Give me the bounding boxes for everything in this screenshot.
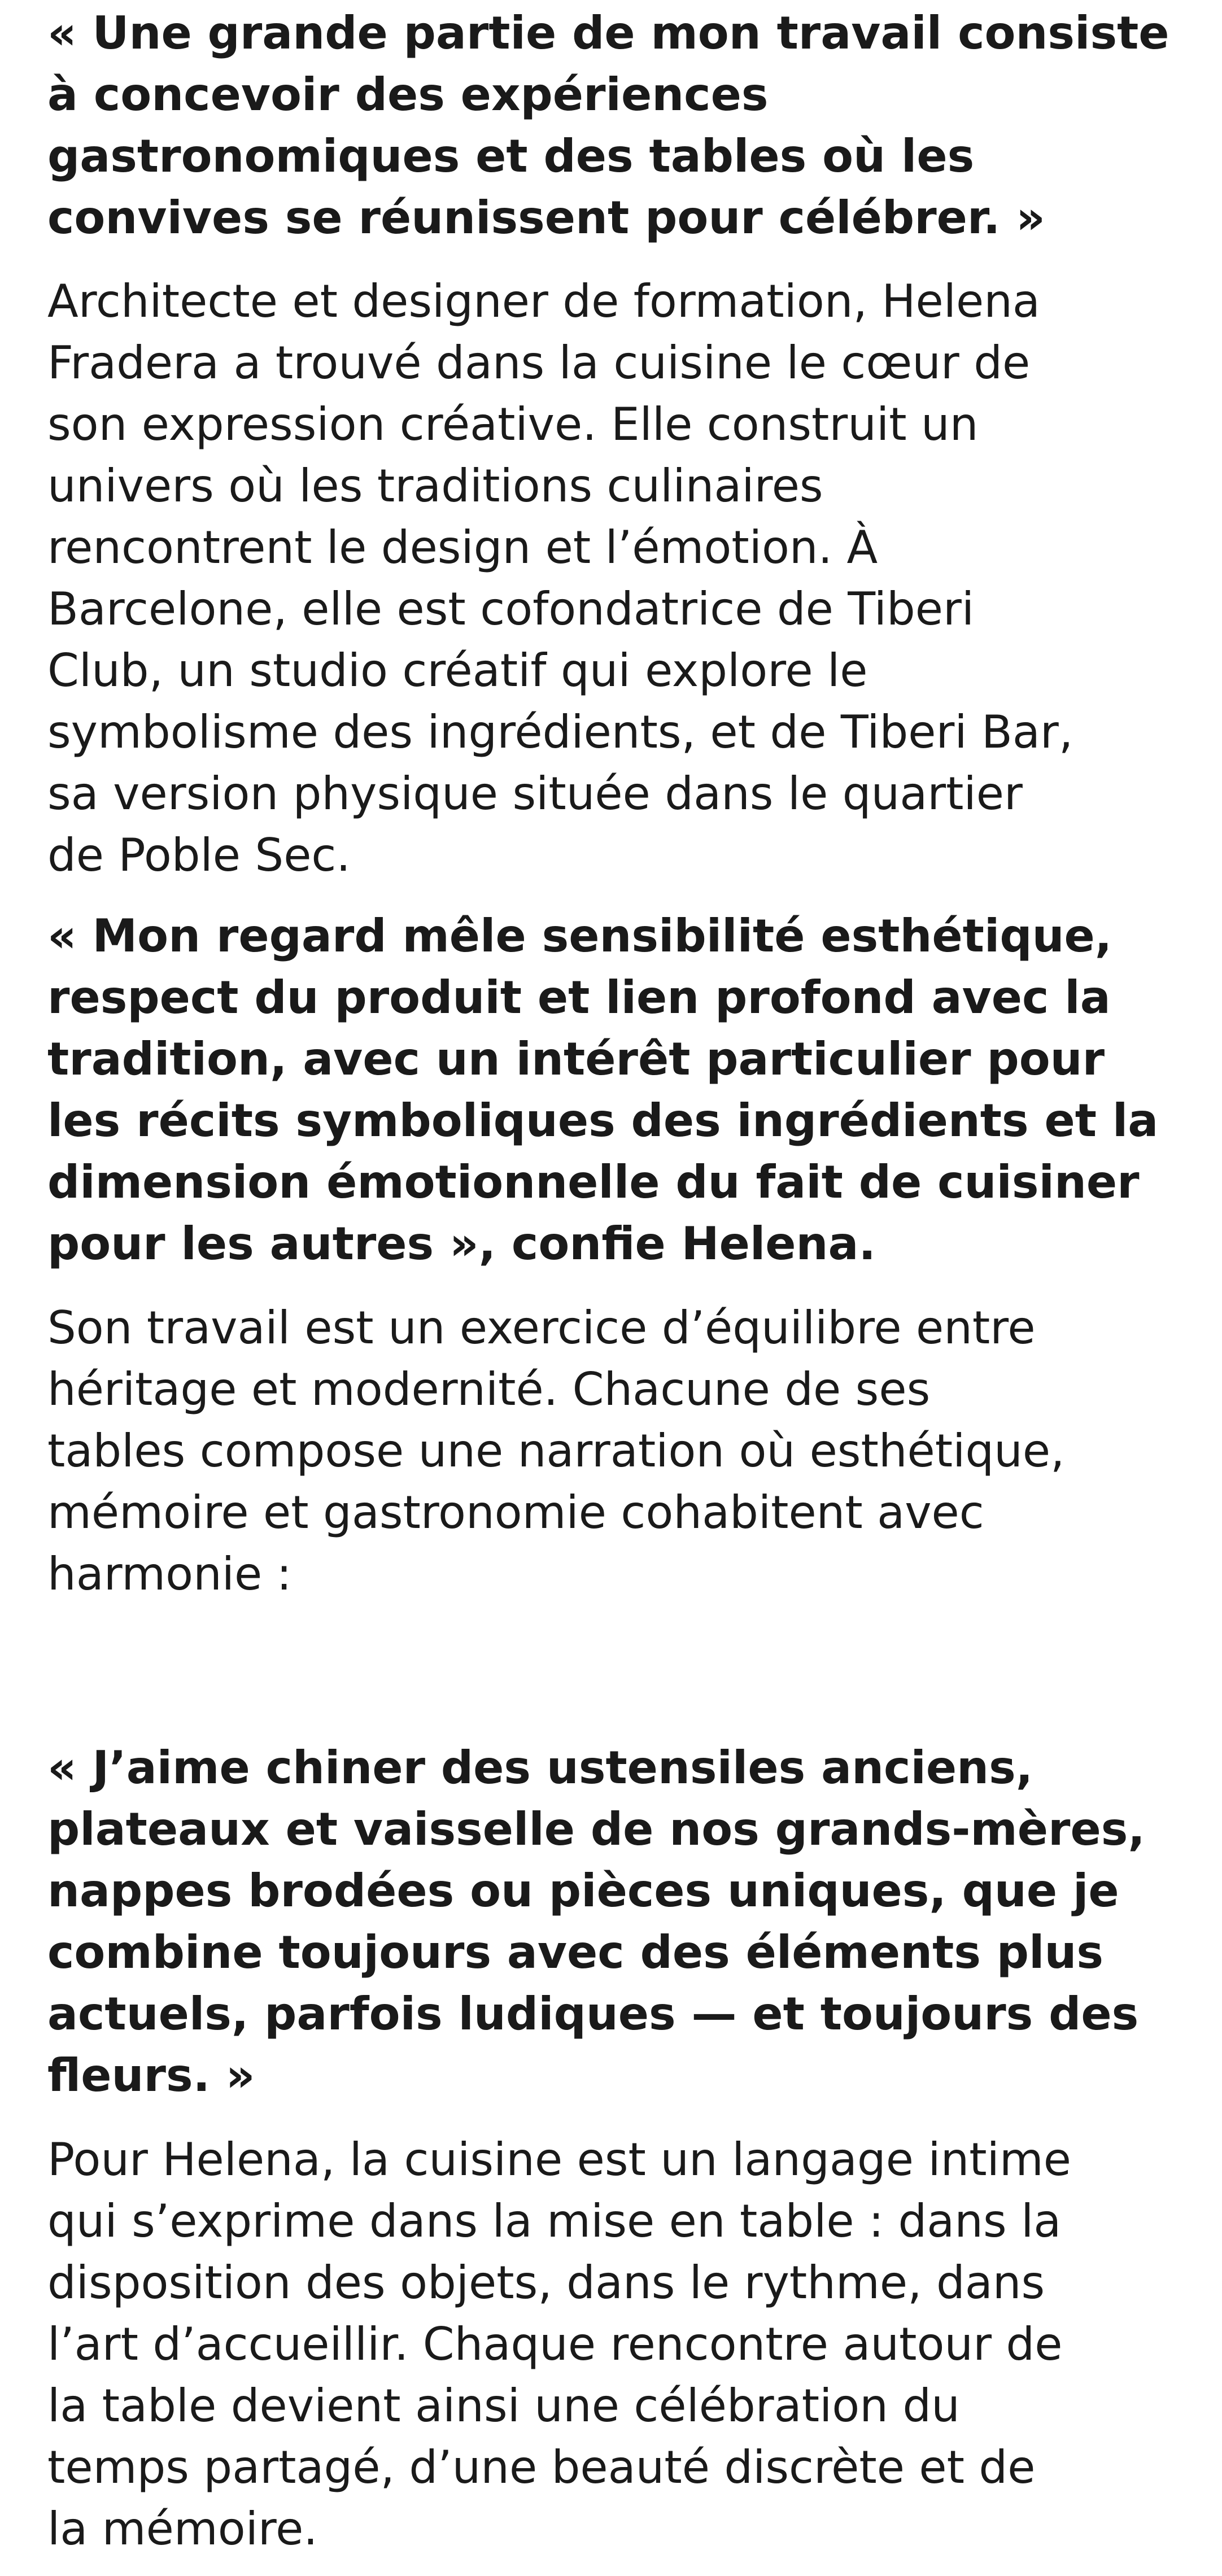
body-paragraph-closing: Pour Helena, la cuisine est un langage intime qui s’exprime dans la mise en table : dans la disposition des objets, dans le rythme, dans l’art d’accueillir. Chaque rencontre autour de la table devient ainsi une célébration du temps partagé, d’une beauté discrète et de la mémoire.	[47, 2133, 1072, 2555]
body-paragraph-balance: Son travail est un exercice d’équilibre entre héritage et modernité. Chacune de ses tables compose une narration où esthétique, mémoire et gastronomie cohabitent avec harmonie :	[47, 1302, 1065, 1600]
body-paragraph-biography: Architecte et designer de formation, Helena Fradera a trouvé dans la cuisine le cœur de son expression créative. Elle construit un univers où les traditions culinaires rencontrent le design et l’émotion. À Barcelone, elle est cofondatrice de Tiberi Club, un studio créatif qui explore le symbolisme des ingrédients, et de Tiberi Bar, sa version physique située dans le quartier de Poble Sec.	[47, 275, 1073, 881]
pull-quote-approach: « Mon regard mêle sensibilité esthétique, respect du produit et lien profond avec la tradition, avec un intérêt particulier pour les récits symboliques des ingrédients et la dimension émotionnelle du fait de cuisiner pour les autres », confie Helena.	[47, 910, 1159, 1270]
pull-quote-intro: « Une grande partie de mon travail consiste à concevoir des expériences gastronomiques et des tables où les convives se réunissent pour célébrer. »	[47, 7, 1169, 244]
pull-quote-tableware: « J’aime chiner des ustensiles anciens, plateaux et vaisselle de nos grands-mères, nappes brodées ou pièces uniques, que je combine toujours avec des éléments plus actuels, parfois ludiques — et toujours des fleurs. »	[47, 1741, 1145, 2102]
